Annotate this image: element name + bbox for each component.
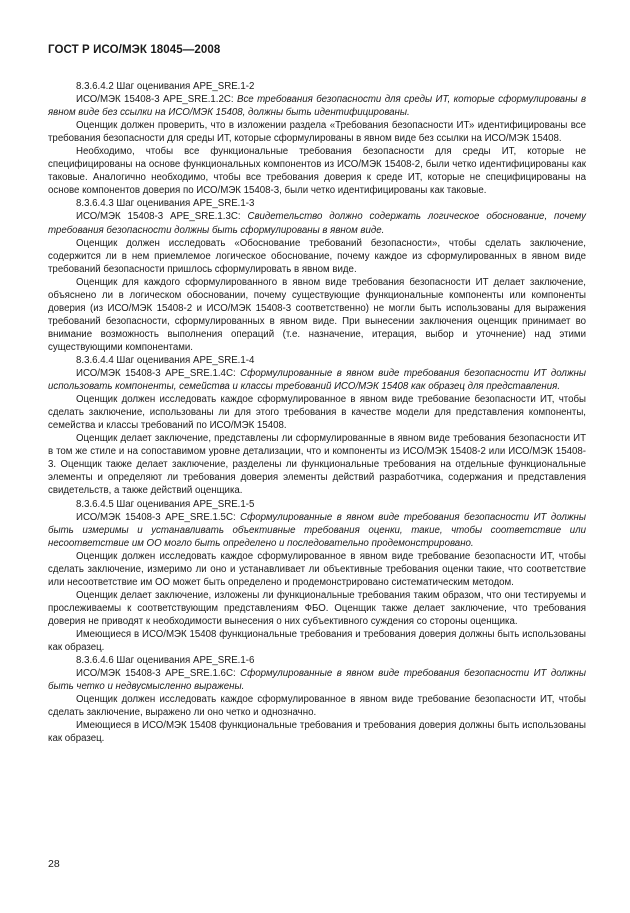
body-paragraph: Оценщик должен исследовать каждое сформулированное в явном виде требование безопасности ИТ, чтобы сделать заключение, выражено ли оно четко и однозначно. bbox=[48, 694, 586, 719]
page-header: ГОСТ Р ИСО/МЭК 18045—2008 bbox=[48, 44, 221, 56]
section-heading: 8.3.6.4.6 Шаг оценивания APE_SRE.1-6 bbox=[76, 655, 255, 667]
body-paragraph: Оценщик должен исследовать каждое сформулированное в явном виде требование безопасности ИТ, чтобы сделать заключение, измеримо ли оно и устанавливает ли объективные требования оценки такие, что соответствие или несоответствие им ОО может быть определено и продемонстрировано систематическим методом. bbox=[48, 550, 586, 588]
requirement-text: Сформулированные в явном виде требования безопасности ИТ должны быть измеримы и устанавливать объективные требования оценки, такие, чтобы соответствие или несоответствие им ОО могло быть определено и последовательно продемонстрировано. bbox=[48, 511, 586, 549]
requirement-paragraph bbox=[48, 367, 586, 393]
requirement-reference: ИСО/МЭК 15408-3 APE_SRE.1.6C: bbox=[76, 668, 241, 680]
section-heading: 8.3.6.4.2 Шаг оценивания APE_SRE.1-2 bbox=[76, 81, 255, 92]
requirement-reference: ИСО/МЭК 15408-3 APE_SRE.1.3C: bbox=[76, 211, 248, 223]
requirement-reference: ИСО/МЭК 15408-3 APE_SRE.1.2C: bbox=[76, 94, 237, 106]
requirement-text: Все требования безопасности для среды ИТ, которые сформулированы в явном виде без ссылки на ИСО/МЭК 15408, должны быть идентифицированы. bbox=[48, 94, 587, 119]
body-paragraph: Оценщик для каждого сформулированного в явном виде требования безопасности ИТ делает заключение, объяснено ли в логическом обосновании, почему существующие функциональные компоненты или компоненты доверия (из ИСО/МЭК 15408-2 и ИСО/МЭК 15408-3 соответственно) не могли быть использованы для выражения требований безопасности, сформулированных в явном виде. При вынесении заключения оценщик принимает во внимание возможность выполнения операций (т.е. назначение, итерация, выбор и уточнение) над этими существующими компонентами. bbox=[48, 276, 586, 353]
requirement-paragraph bbox=[48, 93, 586, 119]
body-paragraph: Необходимо, чтобы все функциональные требования безопасности для среды ИТ, которые не специфицированы на основе функциональных компонентов из ИСО/МЭК 15408-2, были четко идентифицированы как таковые. Аналогично необходимо, чтобы все требования доверия к среде ИТ, которые не специфицированы на основе компонентов доверия по ИСО/МЭК 15408-3, были четко идентифицированы как таковые. bbox=[48, 146, 586, 197]
document-body bbox=[48, 80, 586, 745]
requirement-paragraph bbox=[48, 511, 586, 550]
body-paragraph: Оценщик должен исследовать «Обоснование требований безопасности», чтобы сделать заключение, содержится ли в нем приемлемое логическое обоснование, почему каждое из сформулированных в явном виде требований безопасности пришлось сформулировать в явном виде. bbox=[48, 237, 586, 275]
body-paragraph: Оценщик делает заключение, изложены ли функциональные требования таким образом, что они тестируемы и прослеживаемы к соответствующим представлениям ФБО. Оценщик также делает заключение, что требования доверия не приводят к необходимости вынесения о них субъективного суждения со стороны оценщика. bbox=[48, 589, 586, 627]
requirement-paragraph bbox=[48, 210, 586, 236]
section-heading: 8.3.6.4.4 Шаг оценивания APE_SRE.1-4 bbox=[76, 354, 255, 366]
body-paragraph: Имеющиеся в ИСО/МЭК 15408 функциональные требования и требования доверия должны быть использованы как образец. bbox=[48, 720, 586, 745]
page-number: 28 bbox=[48, 858, 60, 870]
body-paragraph: Имеющиеся в ИСО/МЭК 15408 функциональные требования и требования доверия должны быть использованы как образец. bbox=[48, 628, 586, 654]
requirement-text: Сформулированные в явном виде требования безопасности ИТ должны использовать компоненты, семейства и классы требований ИСО/МЭК 15408 как образец для представления. bbox=[48, 368, 586, 393]
body-paragraph: Оценщик делает заключение, представлены ли сформулированные в явном виде требования безопасности ИТ в том же стиле и на сопоставимом уровне детализации, что и компоненты из ИСО/МЭК 15408-2 или ИСО/МЭК 15408-3. Оценщик также делает заключение, разделены ли функциональные требования на отдельные функциональные элементы и определяют ли требования доверия элементы действий разработчика, содержания и представления свидетельств, а также действий оценщика. bbox=[48, 433, 586, 497]
body-paragraph: Оценщик должен исследовать каждое сформулированное в явном виде требование безопасности ИТ, чтобы сделать заключение, использованы ли для этого требования в качестве модели для представления компоненты, семейства и классы требований по ИСО/МЭК 15408. bbox=[48, 394, 586, 432]
section-heading: 8.3.6.4.5 Шаг оценивания APE_SRE.1-5 bbox=[76, 498, 255, 510]
body-paragraph: Оценщик должен проверить, что в изложении раздела «Требования безопасности ИТ» идентифицированы все требования безопасности для среды ИТ, которые сформулированы в явном виде без ссылки на ИСО/МЭК 15408. bbox=[48, 120, 586, 145]
requirement-reference: ИСО/МЭК 15408-3 APE_SRE.1.5C: bbox=[76, 511, 241, 523]
requirement-reference: ИСО/МЭК 15408-3 APE_SRE.1.4C: bbox=[76, 368, 241, 380]
requirement-text: Сформулированные в явном виде требования безопасности ИТ должны быть четко и недвусмысленно выражены. bbox=[48, 668, 586, 693]
requirement-paragraph bbox=[48, 667, 586, 693]
requirement-text: Свидетельство должно содержать логическое обоснование, почему требования безопасности должны быть сформулированы в явном виде. bbox=[48, 211, 586, 236]
section-heading: 8.3.6.4.3 Шаг оценивания APE_SRE.1-3 bbox=[76, 198, 255, 210]
